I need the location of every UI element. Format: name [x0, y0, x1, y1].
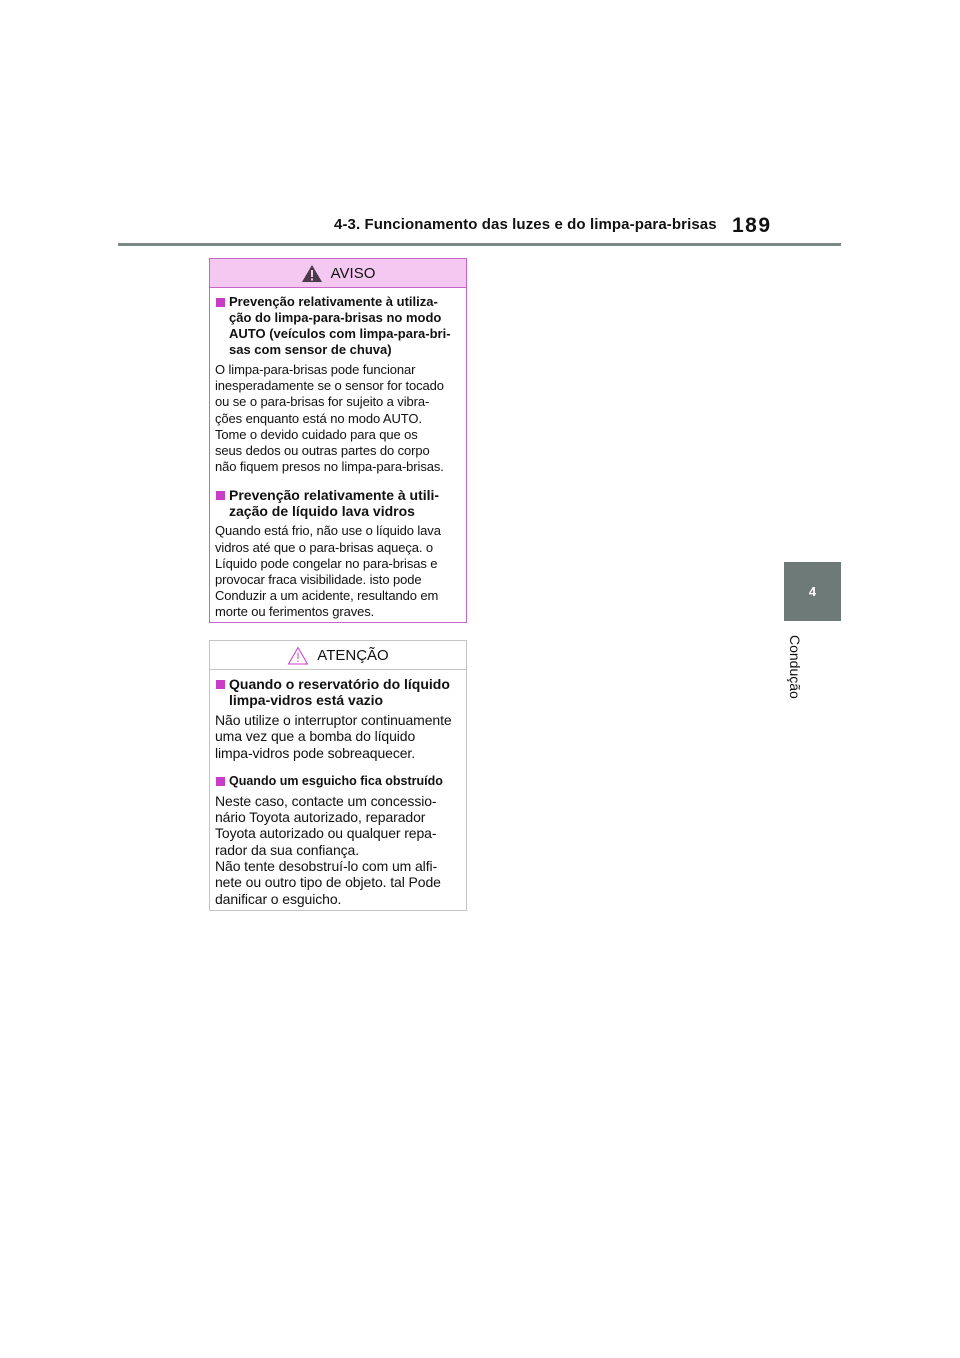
caution-box-header [210, 641, 466, 670]
caution-section-text: Neste caso, contacte um concessio- nário Toyota autorizado, reparador Toyota autorizado ou qualquer repa- rador da sua confiança. Não tente desobstruí-lo com um alfi- nete ou outro tipo de objeto. tal Pode danificar o esguicho. [215, 792, 441, 907]
bullet-square-icon [216, 298, 225, 307]
chapter-number: 4 [808, 584, 817, 599]
warning-triangle-icon [301, 264, 323, 283]
header-divider [118, 243, 841, 246]
warning-section-title [215, 487, 461, 519]
caution-box-body [210, 670, 466, 907]
section-title: 4-3. Funcionamento das luzes e do limpa-para-brisas [334, 216, 717, 233]
warning-box-body [210, 288, 466, 621]
warning-section-title-text: Prevenção relativamente à utili- zação de líquido lava vidros [229, 487, 440, 520]
warning-section-title-text: Prevenção relativamente à utiliza- ção do limpa-para-brisas no modo AUTO (veículos com limpa-para-bri- sas com sensor de chuva) [229, 294, 451, 357]
chapter-tab[interactable] [784, 562, 841, 621]
chapter-label: Condução [787, 635, 803, 699]
caution-section-title [215, 676, 461, 708]
caution-heading: ATENÇÃO [317, 646, 389, 664]
bullet-square-icon [216, 680, 225, 689]
warning-heading: AVISO [330, 264, 376, 282]
warning-section-text: O limpa-para-brisas pode funcionar inesperadamente se o sensor for tocado ou se o para-brisas for sujeito a vibra- ções enquanto está no modo AUTO. Tome o devido cuidado para que os seus dedos ou outras partes do corpo não fiquem presos no limpa-para-brisas. [215, 362, 444, 475]
warning-section-text: Quando está frio, não use o líquido lava vidros até que o para-brisas aqueça. o Líquido pode congelar no para-brisas e provocar fraca visibilidade. isto pode Conduzir a um acidente, resultando em morte ou ferimentos graves. [215, 523, 441, 620]
caution-section-title-text: Quando um esguicho fica obstruído [229, 773, 443, 788]
warning-section-title [215, 294, 461, 358]
page-number: 189 [732, 214, 772, 237]
caution-section-title [215, 773, 461, 789]
caution-section-title-text: Quando o reservatório do líquido limpa-vidros está vazio [229, 676, 450, 708]
caution-triangle-icon [287, 646, 309, 665]
caution-section-text: Não utilize o interruptor continuamente uma vez que a bomba do líquido limpa-vidros pode sobreaquecer. [215, 712, 452, 761]
bullet-square-icon [216, 777, 225, 786]
caution-box [209, 640, 467, 911]
warning-box [209, 258, 467, 623]
bullet-square-icon [216, 491, 225, 500]
warning-box-header [210, 259, 466, 288]
